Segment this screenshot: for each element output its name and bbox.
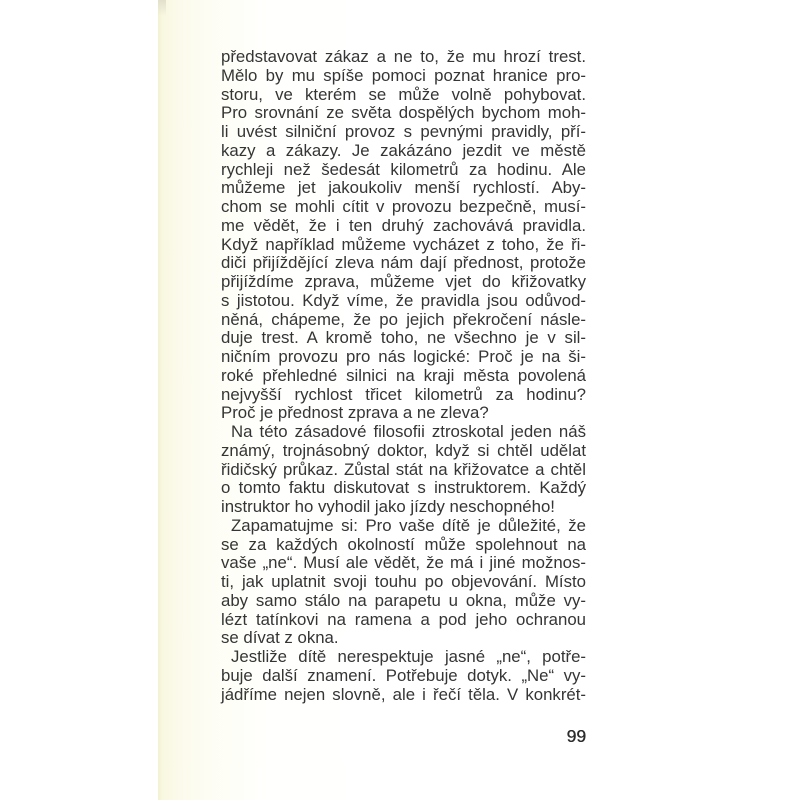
text-line: Mělo by mu spíše pomoci poznat hranice pro- xyxy=(221,65,586,85)
text-line: nejvyšší rychlost třicet kilometrů za hodinu? xyxy=(221,384,586,404)
text-line: něná, chápeme, že po jejich překročení násle- xyxy=(221,309,586,329)
text-line: Zapamatujme si: Pro vaše dítě je důležité, že xyxy=(231,515,586,535)
page-number: 99 xyxy=(566,726,586,746)
text-line: můžeme jet jakoukoliv menší rychlostí. Aby- xyxy=(221,178,586,198)
text-line: Jestliže dítě nerespektuje jasné „ne“, potře- xyxy=(231,647,586,666)
text-line: vaše „ne“. Musí ale vědět, že má i jiné možnos- xyxy=(221,553,586,573)
page-edge-shadow xyxy=(158,0,166,16)
text-line: storu, ve kterém se může volně pohybovat. xyxy=(221,84,586,104)
text-line: Pro srovnání ze světa dospělých bychom moh- xyxy=(221,103,586,123)
text-line: roké přehledné silnici na kraji města povolená xyxy=(221,365,586,385)
text-line: lézt tatínkovi na ramena a pod jeho ochranou xyxy=(221,609,586,629)
paragraph xyxy=(221,423,586,517)
text-line: Když například můžeme vycházet z toho, že ři- xyxy=(221,234,586,254)
text-line: s jistotou. Když víme, že pravidla jsou odůvod- xyxy=(221,290,586,310)
paragraph xyxy=(221,517,586,648)
text-line: kazy a zákazy. Je zakázáno jezdit ve městě xyxy=(221,140,586,160)
text-line: Na této zásadové filosofii ztroskotal jeden náš xyxy=(231,422,586,441)
text-line: představovat zákaz a ne to, že mu hrozí trest. xyxy=(221,47,586,66)
text-line: Proč je přednost zprava a ne zleva? xyxy=(221,403,489,423)
text-line: li uvést silniční provoz s pevnými pravidly, pří- xyxy=(221,122,586,141)
text-line: chom se mohli cítit v provozu bezpečně, musí- xyxy=(221,197,586,216)
text-line: jádříme nejen slovně, ale i řečí těla. V konkrét- xyxy=(221,684,586,704)
text-line: o tomto faktu diskutovat s instruktorem. Každý xyxy=(221,478,586,498)
text-line: me vědět, že i ten druhý zachovává pravidla. xyxy=(221,215,586,235)
body-text xyxy=(221,48,586,704)
text-line: se za každých okolností může spolehnout na xyxy=(221,534,586,554)
text-line: rychleji než šedesát kilometrů za hodinu. Ale xyxy=(221,159,586,179)
paragraph xyxy=(221,48,586,423)
text-line: řidičský průkaz. Zůstal stát na křižovatce a chtěl xyxy=(221,459,586,479)
text-line: aby samo stálo na parapetu u okna, může vy- xyxy=(221,590,586,610)
text-line: diči přijíždějící zleva nám dají přednost, protože xyxy=(221,253,586,273)
text-line: známý, trojnásobný doktor, když si chtěl udělat xyxy=(221,440,586,460)
text-line: se dívat z okna. xyxy=(221,628,339,648)
text-line: buje další znamení. Potřebuje dotyk. „Ne“ vy- xyxy=(221,665,586,685)
paragraph xyxy=(221,648,586,704)
text-line: ti, jak uplatnit svoji touhu po objevování. Místo xyxy=(221,572,586,591)
text-line: duje trest. A kromě toho, ne všechno je v sil- xyxy=(221,328,586,348)
text-line: přijíždíme zprava, můžeme vjet do křižovatky xyxy=(221,272,586,291)
text-line: instruktor ho vyhodil jako jízdy neschopného! xyxy=(221,497,555,516)
text-line: ničním provozu pro nás logické: Proč je na ši- xyxy=(221,347,586,366)
